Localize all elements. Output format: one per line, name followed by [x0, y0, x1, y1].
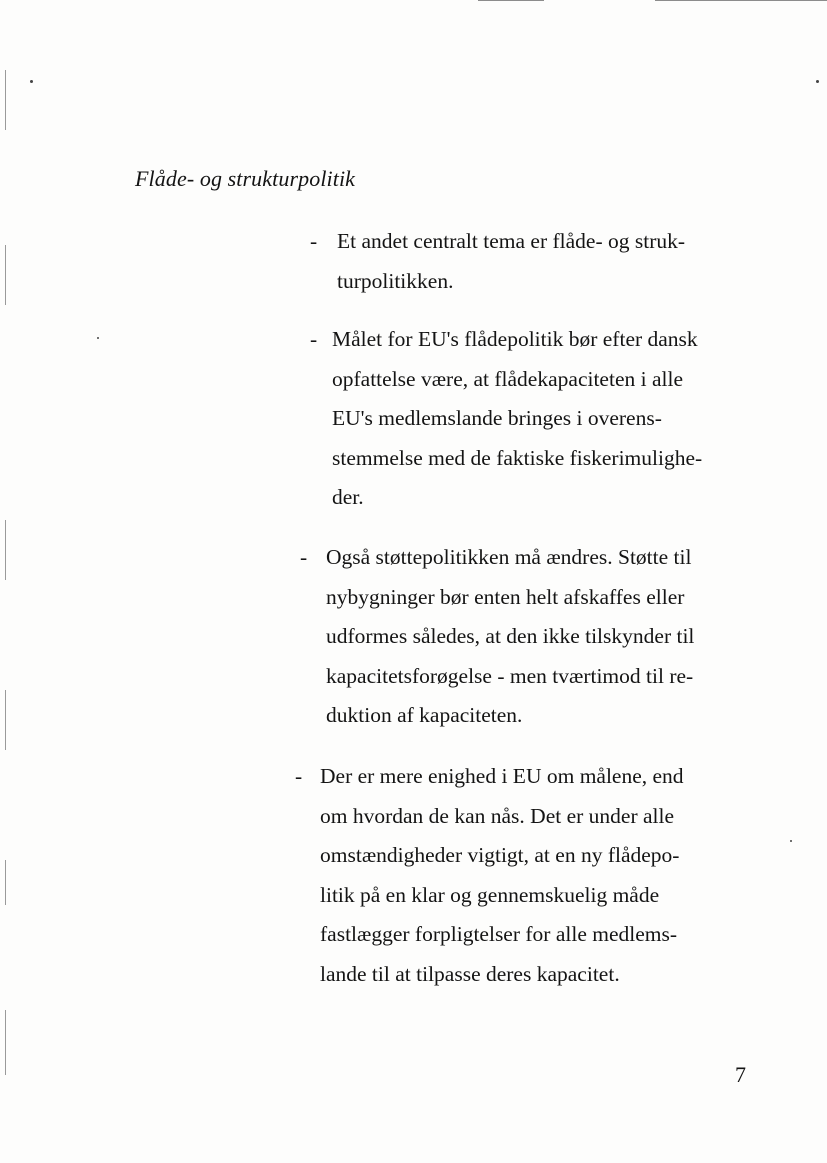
text-line: lande til at tilpasse deres kapacitet. [320, 961, 620, 986]
bullet-dash: - [295, 764, 303, 788]
text-line: kapacitetsforøgelse - men tværtimod til re- [326, 663, 694, 688]
text-line: duktion af kapaciteten. [326, 703, 523, 728]
text-line: fastlægger forpligtelser for alle medlems- [320, 922, 678, 947]
text-line: stemmelse med de faktiske fiskerimulighe- [332, 445, 703, 470]
scan-speck [816, 80, 819, 83]
text-line: Et andet centralt tema er flåde- og struk- [337, 229, 686, 253]
scan-top-rule-left [478, 0, 544, 1]
bullet-text [337, 222, 685, 301]
text-line: Målet for EU's flådepolitik bør efter dansk [332, 327, 698, 351]
bullet-text [332, 320, 702, 518]
scan-left-edge-line [5, 70, 6, 130]
scan-left-edge-line [5, 1010, 6, 1075]
section-heading: Flåde- og strukturpolitik [135, 166, 356, 191]
scan-speck [97, 337, 99, 339]
text-line: om hvordan de kan nås. Det er under alle [320, 803, 675, 828]
scan-left-edge-line [5, 520, 6, 580]
bullet-dash: - [300, 545, 308, 569]
scan-left-edge-line [5, 245, 6, 305]
text-line: Også støttepolitikken må ændres. Støtte til [326, 545, 692, 569]
text-line: udformes således, at den ikke tilskynder til [326, 624, 695, 649]
scan-speck [30, 80, 33, 83]
text-line: Der er mere enighed i EU om målene, end [320, 764, 684, 788]
scan-left-edge-line [5, 860, 6, 905]
scan-left-edge-line [5, 690, 6, 750]
scan-speck [790, 840, 792, 842]
bullet-dash: - [310, 327, 318, 351]
bullet-dash: - [310, 229, 318, 253]
text-line: litik på en klar og gennemskuelig måde [320, 882, 660, 907]
text-line: nybygninger bør enten helt afskaffes eller [326, 584, 685, 609]
bullet-text [326, 538, 694, 736]
text-line: EU's medlemslande bringes i overens- [332, 406, 662, 431]
bullet-text [320, 757, 684, 995]
scan-top-rule-right [655, 0, 827, 1]
text-line: omstændigheder vigtigt, at en ny flådepo- [320, 843, 680, 868]
page-number: 7 [735, 1062, 746, 1087]
text-line: opfattelse være, at flådekapaciteten i alle [332, 366, 683, 391]
text-line: turpolitikken. [337, 268, 454, 293]
text-line: der. [332, 485, 364, 510]
